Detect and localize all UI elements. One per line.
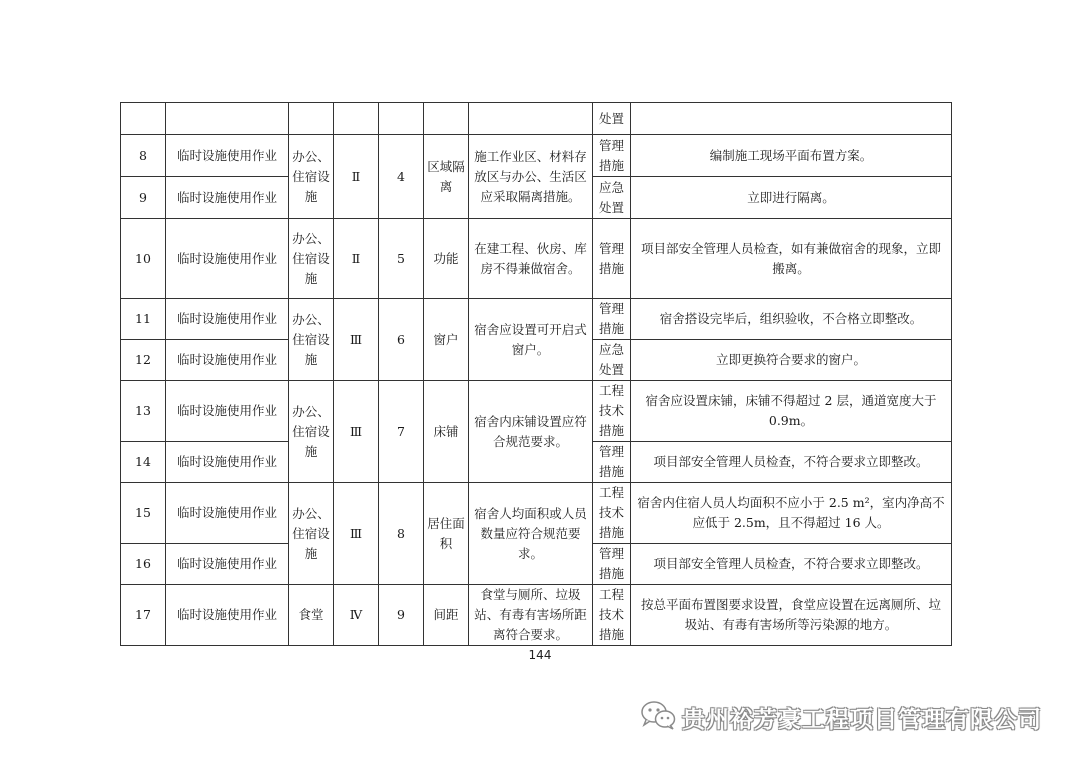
- requirement-cell: 施工作业区、材料存放区与办公、生活区应采取隔离措施。: [469, 135, 593, 219]
- location-cell: 办公、住宿设施: [289, 381, 334, 483]
- watermark: [640, 700, 1042, 734]
- table-row: [121, 585, 952, 646]
- hazard-name: 窗户: [424, 299, 469, 381]
- table-row: [121, 299, 952, 340]
- watermark-text: 贵州裕芳豪工程项目管理有限公司: [682, 706, 1042, 733]
- measure-type-cell: 管理措施: [593, 544, 631, 585]
- measure-cell: 宿舍搭设完毕后，组织验收，不合格立即整改。: [631, 299, 952, 340]
- row-number: 17: [121, 585, 166, 646]
- location-cell: 办公、住宿设施: [289, 299, 334, 381]
- hazard-name: 间距: [424, 585, 469, 646]
- requirement-cell: 食堂与厕所、垃圾站、有毒有害场所距离符合要求。: [469, 585, 593, 646]
- table-cell: [334, 103, 379, 135]
- hazard-name: 居住面积: [424, 483, 469, 585]
- work-activity: 临时设施使用作业: [166, 340, 289, 381]
- measure-cell: 项目部安全管理人员检查，不符合要求立即整改。: [631, 442, 952, 483]
- table-cell: [424, 103, 469, 135]
- location-cell: 食堂: [289, 585, 334, 646]
- work-activity: 临时设施使用作业: [166, 585, 289, 646]
- table-row: [121, 103, 952, 135]
- measure-cell: 编制施工现场平面布置方案。: [631, 135, 952, 177]
- wechat-icon: [640, 700, 676, 734]
- table-row: [121, 219, 952, 299]
- row-number: 10: [121, 219, 166, 299]
- risk-level: Ⅱ: [334, 219, 379, 299]
- hazard-number: 5: [379, 219, 424, 299]
- requirement-cell: 宿舍人均面积或人员数量应符合规范要求。: [469, 483, 593, 585]
- table-cell: [289, 103, 334, 135]
- requirement-cell: 在建工程、伙房、库房不得兼做宿舍。: [469, 219, 593, 299]
- table-row: [121, 483, 952, 544]
- table-cell: [631, 103, 952, 135]
- measure-type-cell: 管理措施: [593, 135, 631, 177]
- hazard-name: 床铺: [424, 381, 469, 483]
- row-number: 8: [121, 135, 166, 177]
- row-number: 16: [121, 544, 166, 585]
- measure-cell: 按总平面布置图要求设置，食堂应设置在远离厕所、垃圾站、有毒有害场所等污染源的地方。: [631, 585, 952, 646]
- row-number: 15: [121, 483, 166, 544]
- hazard-number: 6: [379, 299, 424, 381]
- measure-type-cell: 工程技术措施: [593, 483, 631, 544]
- table-row: [121, 135, 952, 177]
- work-activity: 临时设施使用作业: [166, 299, 289, 340]
- risk-level: Ⅱ: [334, 135, 379, 219]
- risk-level: Ⅲ: [334, 299, 379, 381]
- measure-cell: 项目部安全管理人员检查，如有兼做宿舍的现象，立即搬离。: [631, 219, 952, 299]
- work-activity: 临时设施使用作业: [166, 177, 289, 219]
- work-activity: 临时设施使用作业: [166, 544, 289, 585]
- measure-type-cell: 应急处置: [593, 177, 631, 219]
- row-number: 12: [121, 340, 166, 381]
- requirement-cell: 宿舍内床铺设置应符合规范要求。: [469, 381, 593, 483]
- work-activity: 临时设施使用作业: [166, 381, 289, 442]
- measure-type-cell: 管理措施: [593, 442, 631, 483]
- table-cell: [121, 103, 166, 135]
- measure-type-cell: 管理措施: [593, 299, 631, 340]
- work-activity: 临时设施使用作业: [166, 483, 289, 544]
- measure-type-cell: 工程技术措施: [593, 381, 631, 442]
- work-activity: 临时设施使用作业: [166, 442, 289, 483]
- table-cell: [166, 103, 289, 135]
- hazard-number: 8: [379, 483, 424, 585]
- measure-cell: 宿舍内住宿人员人均面积不应小于 2.5 m²，室内净高不应低于 2.5m，且不得超过 16 人。: [631, 483, 952, 544]
- measure-cell: 立即更换符合要求的窗户。: [631, 340, 952, 381]
- location-cell: 办公、住宿设施: [289, 135, 334, 219]
- risk-level: Ⅲ: [334, 483, 379, 585]
- row-number: 13: [121, 381, 166, 442]
- hazard-name: 区域隔离: [424, 135, 469, 219]
- measure-cell: 宿舍应设置床铺，床铺不得超过 2 层，通道宽度大于 0.9m。: [631, 381, 952, 442]
- table-row: [121, 381, 952, 442]
- risk-level: Ⅲ: [334, 381, 379, 483]
- row-number: 9: [121, 177, 166, 219]
- table-cell: [469, 103, 593, 135]
- table-cell: [379, 103, 424, 135]
- location-cell: 办公、住宿设施: [289, 483, 334, 585]
- hazard-number: 7: [379, 381, 424, 483]
- work-activity: 临时设施使用作业: [166, 135, 289, 177]
- measure-cell: 立即进行隔离。: [631, 177, 952, 219]
- page-number: 144: [528, 648, 552, 662]
- hazard-number: 9: [379, 585, 424, 646]
- risk-control-table: [120, 102, 952, 646]
- measure-type-cell: 应急处置: [593, 340, 631, 381]
- row-number: 11: [121, 299, 166, 340]
- measure-type-cell: 处置: [593, 103, 631, 135]
- measure-type-cell: 管理措施: [593, 219, 631, 299]
- hazard-number: 4: [379, 135, 424, 219]
- location-cell: 办公、住宿设施: [289, 219, 334, 299]
- row-number: 14: [121, 442, 166, 483]
- risk-level: Ⅳ: [334, 585, 379, 646]
- requirement-cell: 宿舍应设置可开启式窗户。: [469, 299, 593, 381]
- hazard-name: 功能: [424, 219, 469, 299]
- measure-type-cell: 工程技术措施: [593, 585, 631, 646]
- work-activity: 临时设施使用作业: [166, 219, 289, 299]
- measure-cell: 项目部安全管理人员检查，不符合要求立即整改。: [631, 544, 952, 585]
